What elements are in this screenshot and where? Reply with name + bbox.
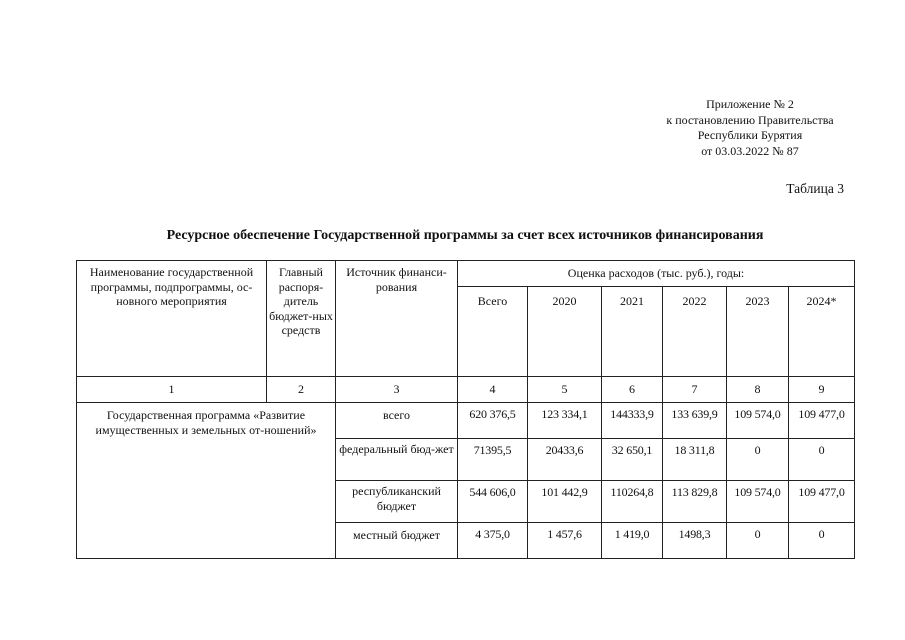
value-total: 620 376,5 <box>458 403 528 439</box>
funding-source: федеральный бюд-жет <box>336 439 458 481</box>
header-year: 2024* <box>789 287 855 377</box>
value-cell: 32 650,1 <box>602 439 663 481</box>
column-number: 5 <box>528 377 602 403</box>
value-cell: 1498,3 <box>663 523 727 559</box>
funding-source: республиканский бюджет <box>336 481 458 523</box>
column-number: 6 <box>602 377 663 403</box>
header-expense-estimate: Оценка расходов (тыс. руб.), годы: <box>458 261 855 287</box>
column-number: 2 <box>267 377 336 403</box>
appendix-line: от 03.03.2022 № 87 <box>701 143 799 158</box>
value-cell: 18 311,8 <box>663 439 727 481</box>
value-cell: 0 <box>727 523 789 559</box>
value-cell: 109 477,0 <box>789 403 855 439</box>
header-year: 2021 <box>602 287 663 377</box>
header-budget-manager: Главный распоря-дитель бюджет-ных средств <box>267 261 336 377</box>
column-number-row <box>77 377 855 403</box>
value-total: 4 375,0 <box>458 523 528 559</box>
header-year: 2022 <box>663 287 727 377</box>
column-number: 1 <box>77 377 267 403</box>
value-cell: 144333,9 <box>602 403 663 439</box>
header-program-name: Наименование государственной программы, подпрограммы, ос-новного мероприятия <box>77 261 267 377</box>
header-year: 2023 <box>727 287 789 377</box>
value-cell: 123 334,1 <box>528 403 602 439</box>
column-number: 7 <box>663 377 727 403</box>
column-number: 9 <box>789 377 855 403</box>
value-cell: 110264,8 <box>602 481 663 523</box>
funding-source: всего <box>336 403 458 439</box>
header-row <box>77 261 855 287</box>
column-number: 4 <box>458 377 528 403</box>
value-cell: 0 <box>789 439 855 481</box>
header-year: 2020 <box>528 287 602 377</box>
header-year-total: Всего <box>458 287 528 377</box>
appendix-line: Приложение № 2 <box>706 97 794 111</box>
table-row <box>77 403 855 439</box>
value-cell: 109 477,0 <box>789 481 855 523</box>
document-title: Ресурсное обеспечение Государственной программы за счет всех источников финансирования <box>166 228 764 243</box>
value-cell: 109 574,0 <box>727 481 789 523</box>
value-cell: 109 574,0 <box>727 403 789 439</box>
value-cell: 1 457,6 <box>528 523 602 559</box>
table-number: Таблица 3 <box>786 181 844 196</box>
value-cell: 1 419,0 <box>602 523 663 559</box>
funding-source: местный бюджет <box>336 523 458 559</box>
appendix-line: к постановлению Правительства <box>666 112 834 127</box>
value-cell: 113 829,8 <box>663 481 727 523</box>
appendix-block <box>640 97 860 159</box>
header-funding-source: Источник финанси-рования <box>336 261 458 377</box>
value-total: 544 606,0 <box>458 481 528 523</box>
value-cell: 20433,6 <box>528 439 602 481</box>
value-cell: 101 442,9 <box>528 481 602 523</box>
appendix-line: Республики Бурятия <box>697 128 803 142</box>
value-cell: 0 <box>727 439 789 481</box>
program-name: Государственная программа «Развитие имущественных и земельных от-ношений» <box>77 403 336 559</box>
column-number: 8 <box>727 377 789 403</box>
value-cell: 0 <box>789 523 855 559</box>
value-cell: 133 639,9 <box>663 403 727 439</box>
resources-table <box>76 260 855 559</box>
column-number: 3 <box>336 377 458 403</box>
value-total: 71395,5 <box>458 439 528 481</box>
